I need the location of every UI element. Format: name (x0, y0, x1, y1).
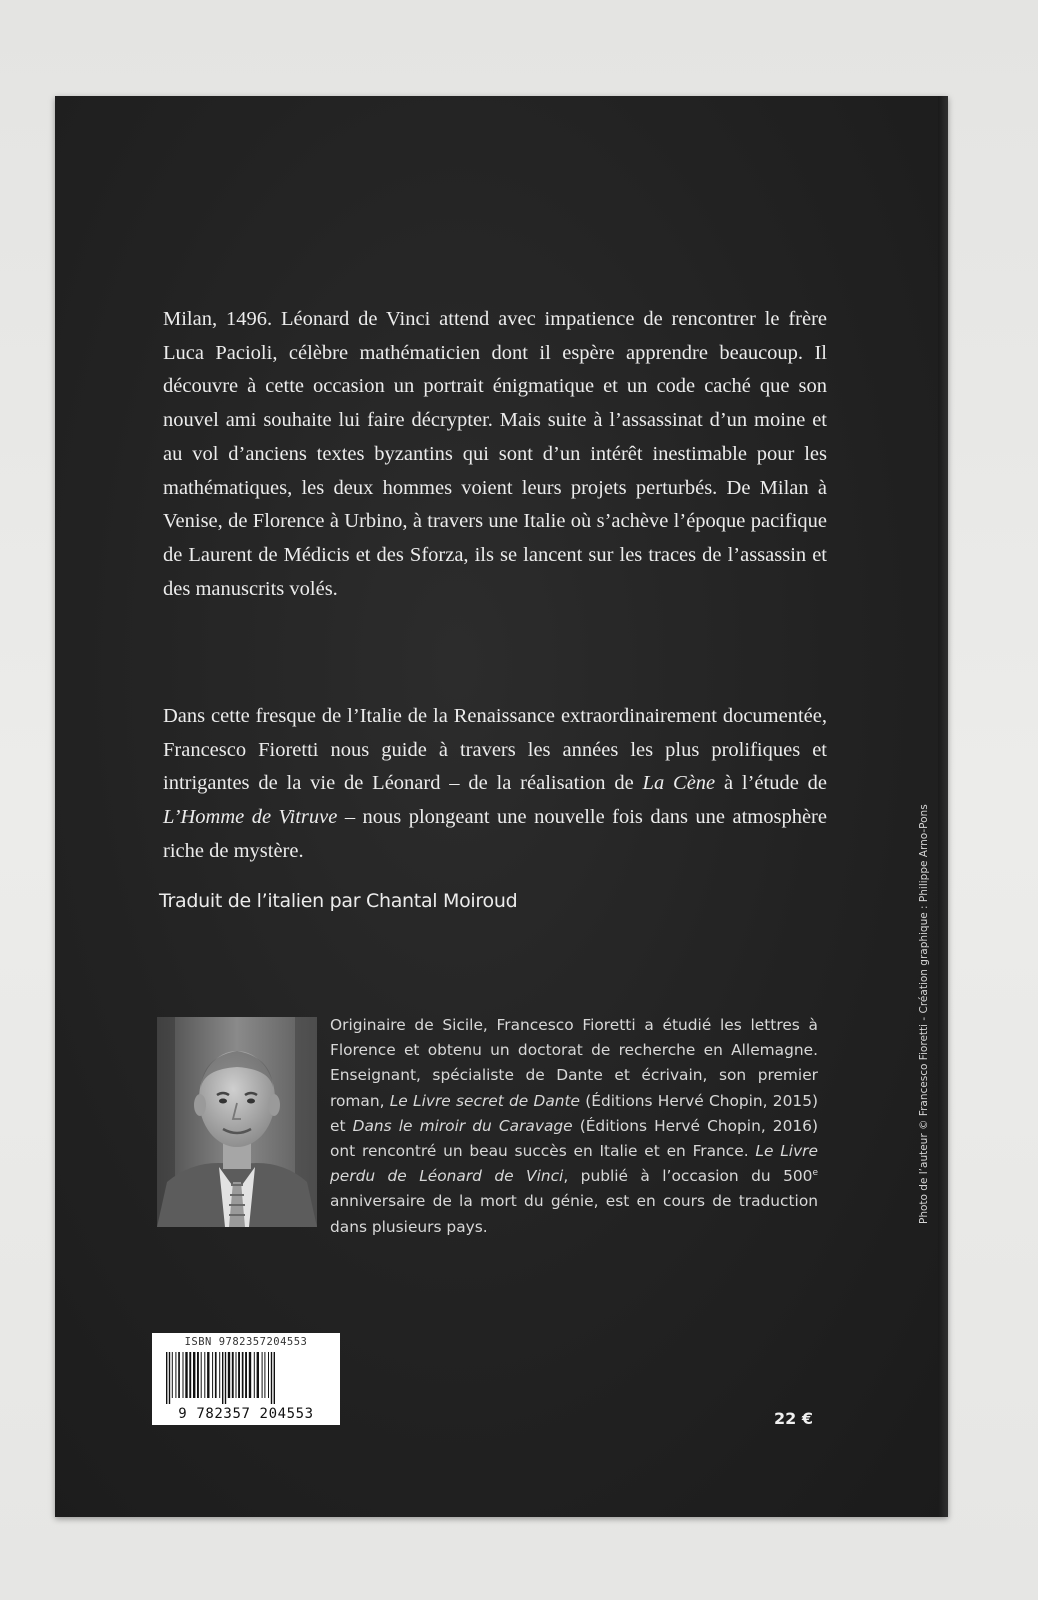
translator-credit: Traduit de l’italien par Chantal Moiroud (159, 890, 518, 912)
barcode-bar (178, 1352, 180, 1398)
price-label: 22 € (774, 1409, 813, 1428)
barcode-digits: 9 782357 204553 (178, 1406, 314, 1422)
barcode-bar (238, 1352, 240, 1398)
title-homme-de-vitruve: L’Homme de Vitruve (163, 806, 338, 829)
barcode-bar (175, 1352, 176, 1398)
barcode-bars (164, 1352, 334, 1404)
bio-text-1: Originaire de Sicile, Francesco Fioretti a étudié les lettres à Florence et obtenu un doctorat de recherche en Allemagne. Enseignant, spécialiste de Dante et écrivain, son premier roman, (330, 1016, 818, 1110)
barcode-bar (264, 1352, 265, 1398)
barcode-bar (257, 1352, 259, 1398)
bio-text-5: anniversaire de la mort du génie, est en cours de traduction dans plusieurs pays. (330, 1192, 818, 1236)
barcode-bar (222, 1352, 223, 1404)
book-back-cover (55, 96, 948, 1517)
barcode-bar (166, 1352, 167, 1404)
author-bio (330, 1013, 818, 1240)
book-spine-edge (938, 96, 948, 1517)
author-portrait-illustration (157, 1017, 317, 1227)
barcode-bar (232, 1352, 234, 1398)
bio-book-3: Le Livre perdu de Léonard de Vinci (330, 1142, 818, 1186)
synopsis-p2-text-3: – nous plongeant une nouvelle fois dans une atmosphère riche de mystère. (163, 806, 827, 862)
barcode-bar (225, 1352, 226, 1404)
bio-text-3: (Éditions Hervé Chopin, 2016) ont rencontré un beau succès en Italie et en France. (330, 1116, 818, 1161)
bio-book-2: Dans le miroir du Caravage (352, 1116, 573, 1135)
barcode-bar (189, 1352, 191, 1398)
barcode-bar (215, 1352, 217, 1398)
barcode-bar (245, 1352, 247, 1398)
synopsis-p2-text-2: à l’étude de (715, 772, 827, 795)
barcode-bar (262, 1352, 263, 1398)
barcode-bar (219, 1352, 220, 1398)
isbn-label: ISBN 9782357204553 (184, 1336, 308, 1348)
author-photo (157, 1017, 317, 1227)
title-la-cene: La Cène (642, 772, 716, 795)
barcode-bar (185, 1352, 187, 1398)
barcode-bar (274, 1352, 275, 1404)
bio-text-2: (Éditions Hervé Chopin, 2015) et (330, 1091, 818, 1135)
barcode-bar (193, 1352, 195, 1398)
photo-design-credit: Photo de l’auteur © Francesco Fioretti - Création graphique : Philippe Arno-Pons (918, 804, 930, 1224)
barcode-bar (169, 1352, 170, 1404)
barcode-bar (236, 1352, 237, 1398)
barcode-bar (207, 1352, 209, 1398)
bio-book-1: Le Livre secret de Dante (389, 1091, 581, 1110)
barcode-bar (271, 1352, 272, 1404)
barcode-bar (254, 1352, 255, 1398)
barcode-bar (228, 1352, 230, 1398)
barcode-bar (172, 1352, 173, 1398)
barcode-bar (204, 1352, 205, 1398)
synopsis-p2-text-1: Dans cette fresque de l’Italie de la Renaissance extraordinairement documentée, Francesco Fioretti nous guide à travers les années les plus prolifiques et intrigantes de la vie de Léonard – de la réalisation de (163, 705, 827, 795)
synopsis-paragraph-1: Milan, 1496. Léonard de Vinci attend avec impatience de rencontrer le frère Luca Pacioli, célèbre mathématicien dont il espère apprendre beaucoup. Il découvre à cette occasion un portrait énigmatique et un code caché que son nouvel ami souhaite lui faire décrypter. Mais suite à l’assassinat d’un moine et au vol d’anciens textes byzantins qui sont d’un intérêt inestimable pour les mathématiques, les deux hommes voient leurs projets perturbés. De Milan à Venise, de Florence à Urbino, à travers une Italie où s’achève l’époque pacifique de Laurent de Médicis et des Sforza, ils se lancent sur les traces de l’assassin et des manuscrits volés. (163, 308, 827, 600)
barcode-bar (212, 1352, 213, 1398)
barcode-bar (197, 1352, 199, 1398)
barcode-box (152, 1333, 340, 1425)
synopsis-paragraph-2 (163, 700, 827, 869)
bio-superscript: e (812, 1168, 818, 1179)
barcode-bar (242, 1352, 244, 1398)
barcode-bar (201, 1352, 202, 1398)
barcode-bar (268, 1352, 269, 1398)
bio-text-4: , publié à l’occasion du 500 (563, 1167, 813, 1186)
barcode-bar (183, 1352, 184, 1398)
barcode-bar (249, 1352, 251, 1398)
